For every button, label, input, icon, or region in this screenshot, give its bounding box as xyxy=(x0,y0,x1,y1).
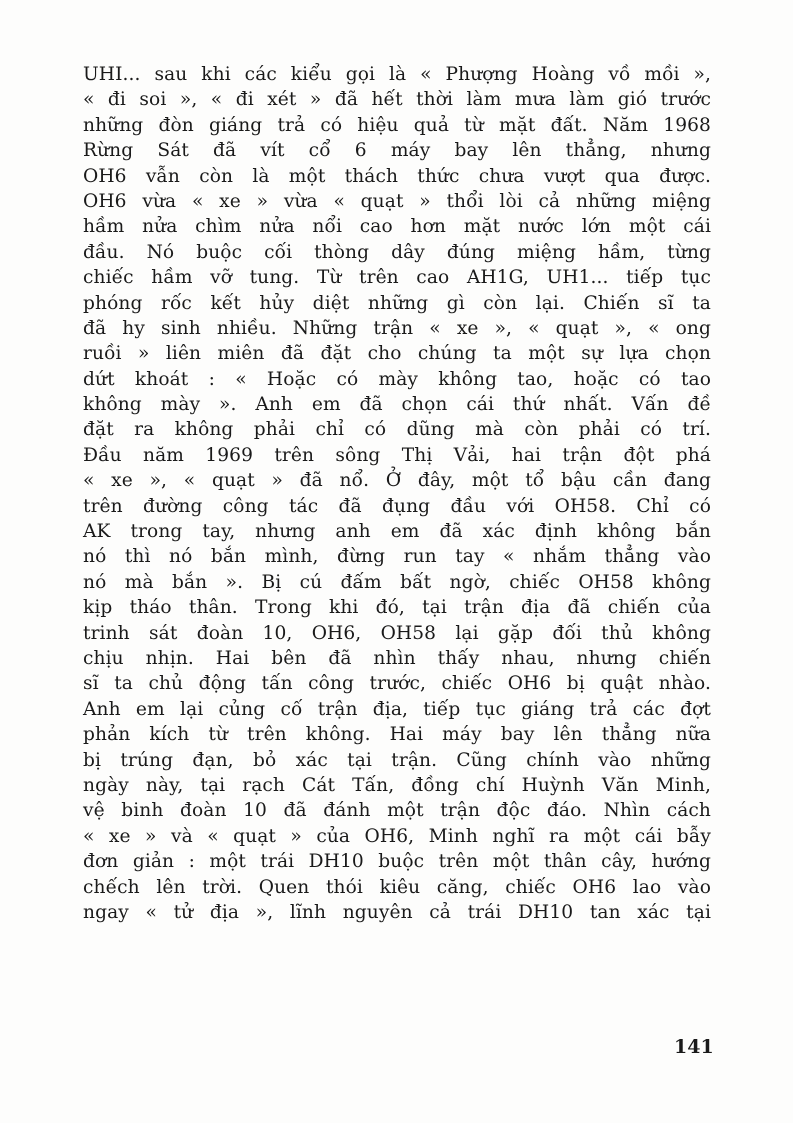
text-line: kịp tháo thân. Trong khi đó, tại trận địa đã chiến của xyxy=(83,597,711,619)
text-line: chiếc hầm vỡ tung. Từ trên cao AH1G, UH1... tiếp tục xyxy=(83,267,711,289)
text-line: « xe » và « quạt » của OH6, Minh nghĩ ra một cái bẫy xyxy=(83,825,711,847)
body-text xyxy=(83,62,711,925)
text-line: chếch lên trời. Quen thói kiêu căng, chiếc OH6 lao vào xyxy=(83,876,711,898)
text-line: phản kích từ trên không. Hai máy bay lên thẳng nữa xyxy=(83,724,711,746)
text-line: trên đường công tác đã đụng đầu với OH58. Chỉ có xyxy=(83,495,711,517)
text-line: ngày này, tại rạch Cát Tấn, đồng chí Huỳnh Văn Minh, xyxy=(83,774,711,796)
text-line: đã hy sinh nhiều. Những trận « xe », « quạt », « ong xyxy=(83,317,711,339)
text-line: « đi soi », « đi xét » đã hết thời làm mưa làm gió trước xyxy=(83,89,711,111)
text-line: ngay « tử địa », lĩnh nguyên cả trái DH10 tan xác tại xyxy=(83,901,711,923)
text-line: nó mà bắn ». Bị cú đấm bất ngờ, chiếc OH58 không xyxy=(83,571,711,593)
text-line: OH6 vừa « xe » vừa « quạt » thổi lòi cả những miệng xyxy=(83,190,711,212)
text-line: ruồi » liên miên đã đặt cho chúng ta một sự lựa chọn xyxy=(83,343,711,365)
text-line: chịu nhịn. Hai bên đã nhìn thấy nhau, nhưng chiến xyxy=(83,647,711,669)
text-line: vệ binh đoàn 10 đã đánh một trận độc đáo. Nhìn cách xyxy=(83,800,711,822)
text-line: những đòn giáng trả có hiệu quả từ mặt đất. Năm 1968 xyxy=(83,114,711,136)
text-line: đầu. Nó buộc cối thòng dây đúng miệng hầm, từng xyxy=(83,241,711,263)
text-line: Rừng Sát đã vít cổ 6 máy bay lên thẳng, nhưng xyxy=(83,140,711,162)
text-line: Đầu năm 1969 trên sông Thị Vải, hai trận đột phá xyxy=(83,444,711,466)
text-line: Anh em lại củng cố trận địa, tiếp tục giáng trả các đợt xyxy=(83,698,711,720)
text-line: OH6 vẫn còn là một thách thức chưa vượt qua được. xyxy=(83,165,711,187)
text-line: đặt ra không phải chỉ có dũng mà còn phải có trí. xyxy=(83,419,711,441)
page-number: 141 xyxy=(674,1036,714,1058)
text-line: nó thì nó bắn mình, đừng run tay « nhắm thẳng vào xyxy=(83,546,711,568)
text-line: bị trúng đạn, bỏ xác tại trận. Cũng chính vào những xyxy=(83,749,711,771)
text-line: trinh sát đoàn 10, OH6, OH58 lại gặp đối thủ không xyxy=(83,622,711,644)
text-line: « xe », « quạt » đã nổ. Ở đây, một tổ bậu cần đang xyxy=(83,470,711,492)
text-line: hầm nửa chìm nửa nổi cao hơn mặt nước lớn một cái xyxy=(83,216,711,238)
text-line: AK trong tay, nhưng anh em đã xác định không bắn xyxy=(83,521,711,543)
text-line: sĩ ta chủ động tấn công trước, chiếc OH6 bị quật nhào. xyxy=(83,673,711,695)
text-line: không mày ». Anh em đã chọn cái thứ nhất. Vấn đề xyxy=(83,394,711,416)
text-line: phóng rốc kết hủy diệt những gì còn lại. Chiến sĩ ta xyxy=(83,292,711,314)
text-line: UHI... sau khi các kiểu gọi là « Phượng Hoàng vồ mồi », xyxy=(83,64,711,85)
text-line: đơn giản : một trái DH10 buộc trên một thân cây, hướng xyxy=(83,851,711,873)
text-line: dứt khoát : « Hoặc có mày không tao, hoặc có tao xyxy=(83,368,711,390)
